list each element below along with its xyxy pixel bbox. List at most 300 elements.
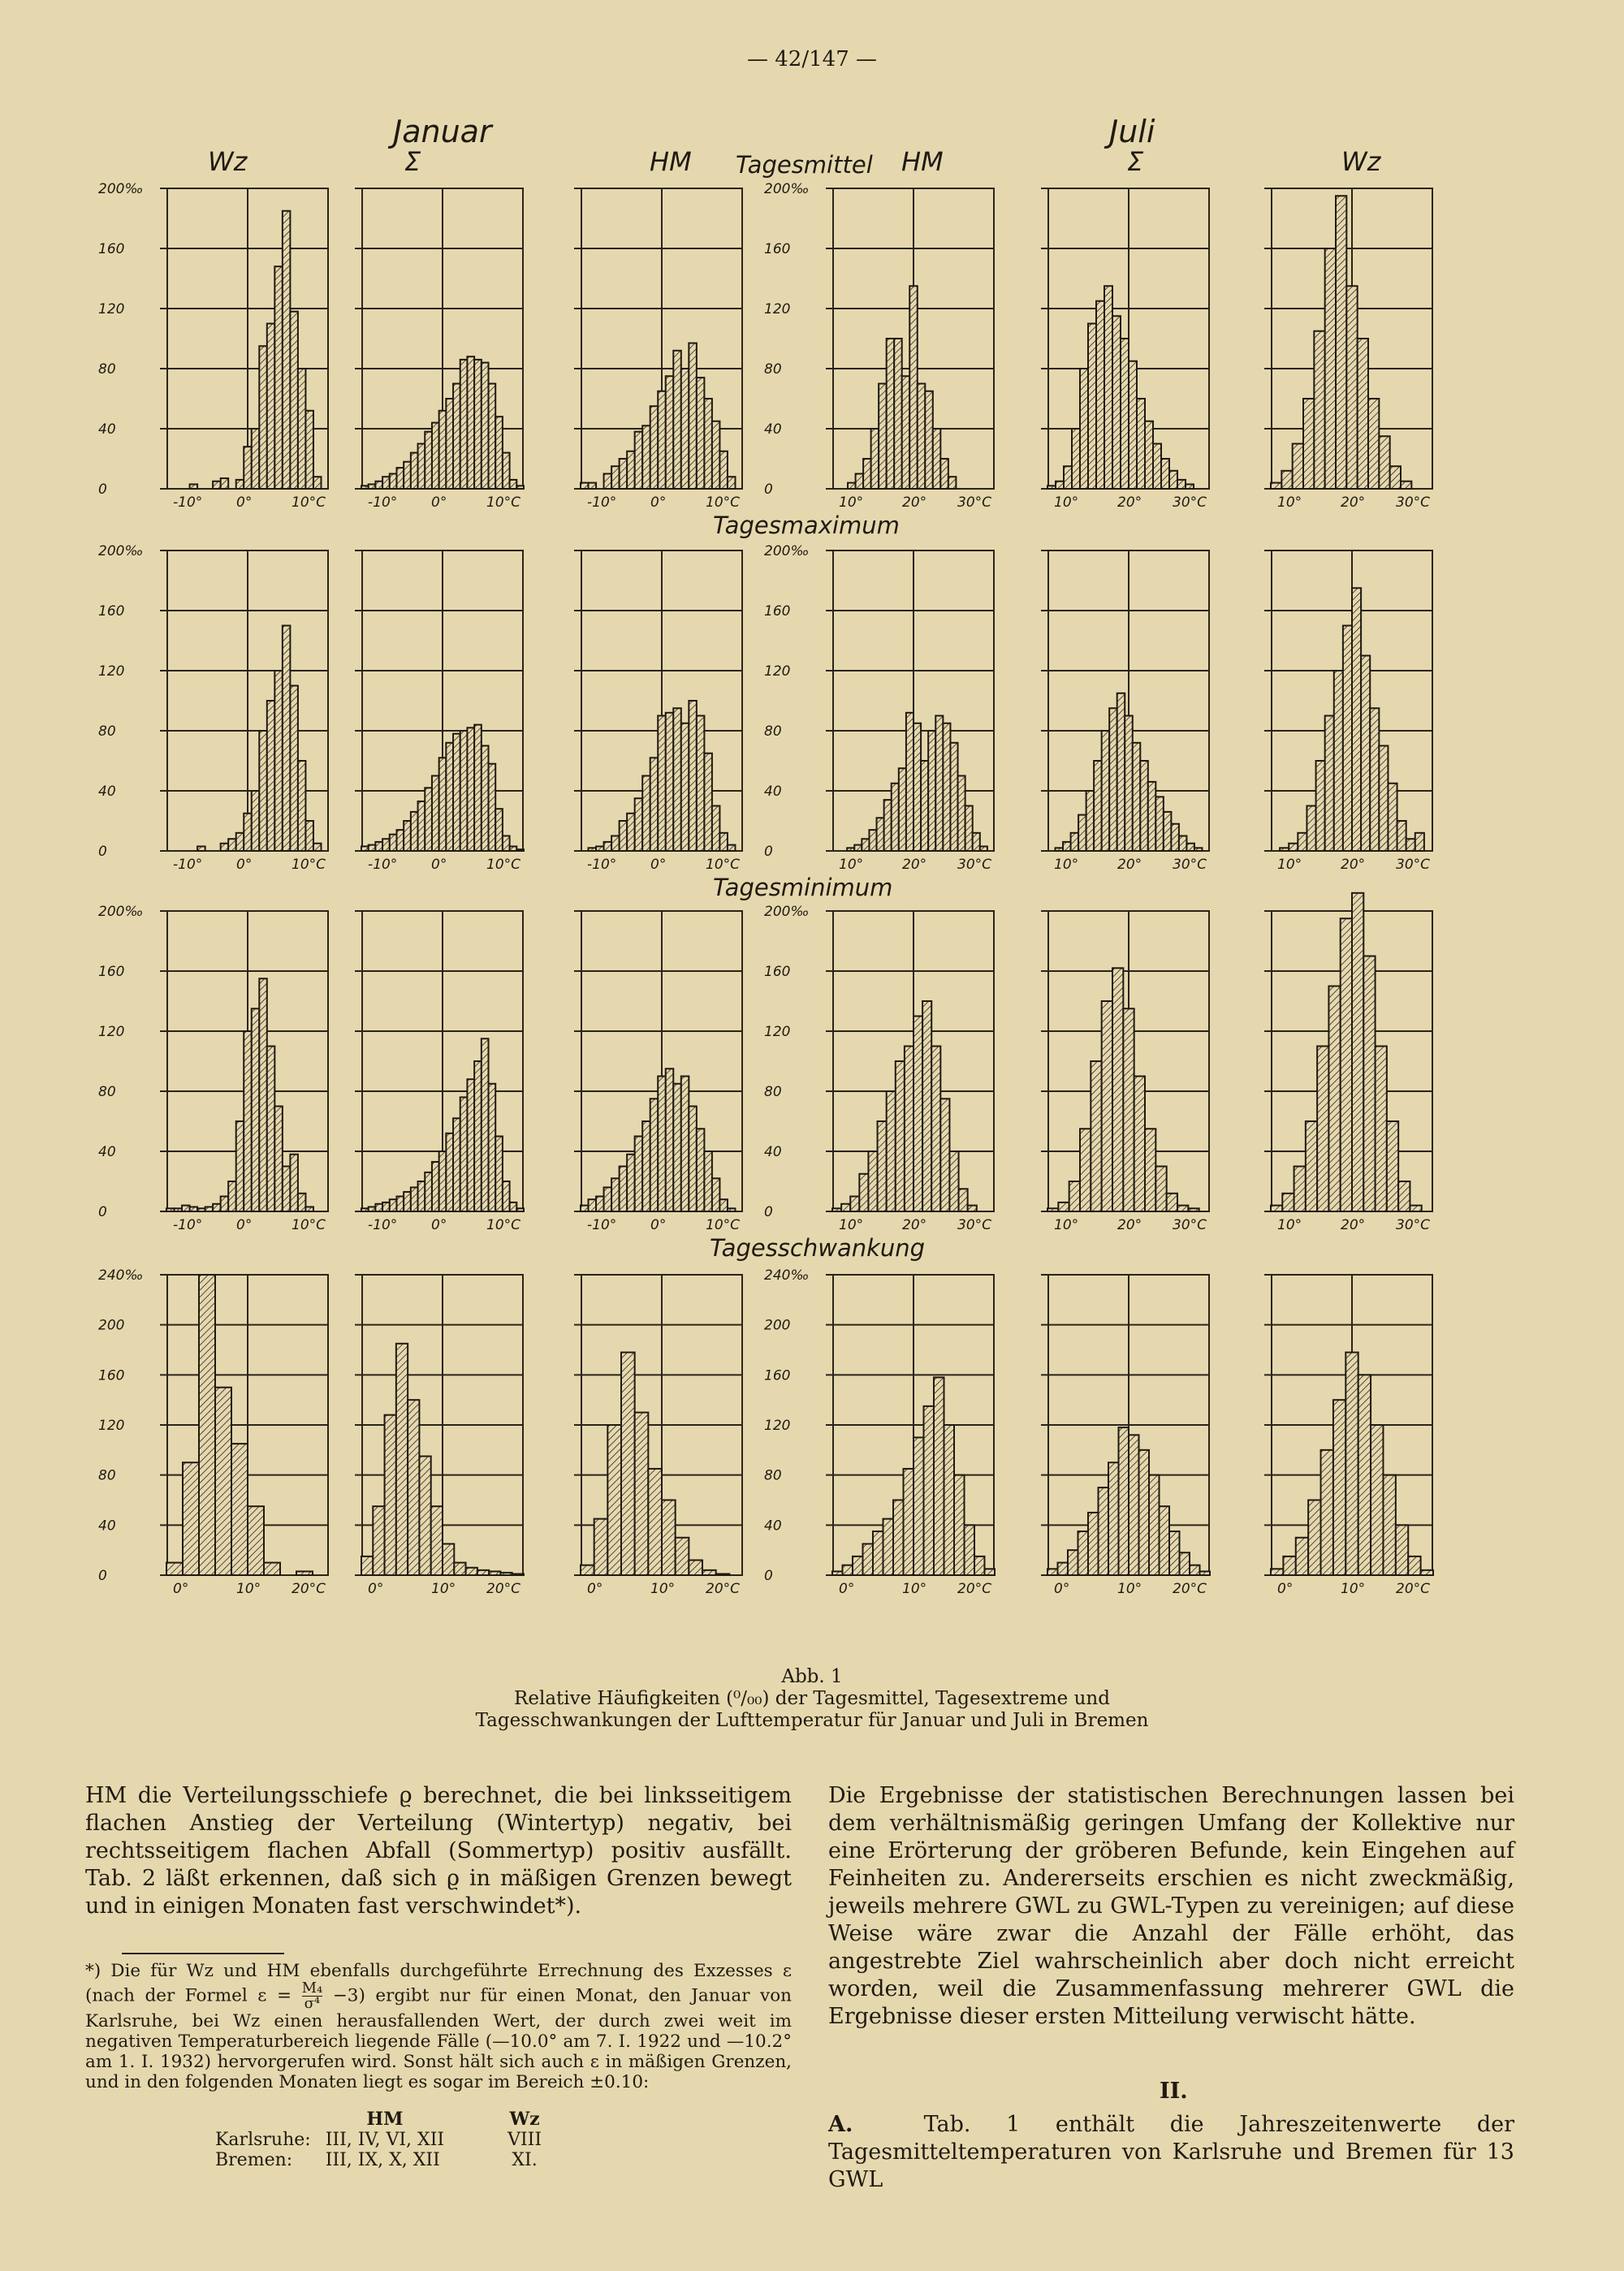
histogram-bar	[404, 821, 411, 851]
histogram-bar	[474, 1061, 482, 1211]
histogram-bar	[712, 421, 720, 489]
footnote-table-cell: Bremen:	[215, 2150, 293, 2170]
histogram-bar	[1358, 1375, 1371, 1575]
histogram-bar	[859, 1174, 868, 1211]
histogram-bar	[489, 1571, 500, 1575]
histogram-svg	[764, 904, 995, 1239]
histogram-bar	[453, 1118, 460, 1211]
histogram-bar	[390, 474, 397, 490]
histogram-bar	[252, 429, 260, 489]
histogram-bar	[510, 480, 517, 489]
x-tick-label: 10°	[1054, 1217, 1079, 1233]
histogram-bar	[482, 746, 489, 852]
histogram-bar	[589, 848, 597, 851]
histogram-bar	[604, 1187, 612, 1211]
histogram-bar	[1294, 1167, 1306, 1212]
histogram-bar	[1397, 821, 1406, 851]
histogram-bar	[503, 836, 510, 852]
histogram-bar	[489, 764, 496, 851]
x-tick-label: 0°	[368, 1581, 384, 1597]
x-tick-label: 10°C	[486, 494, 521, 511]
y-tick-label: 200	[764, 1317, 791, 1334]
histogram-bar	[453, 384, 460, 490]
histogram-bar	[921, 761, 928, 851]
histogram-bar	[1056, 848, 1064, 851]
histogram-panel	[581, 188, 743, 520]
histogram-bar	[369, 484, 376, 489]
y-tick-label: 120	[764, 1418, 791, 1434]
histogram-bar	[1410, 1206, 1421, 1211]
histogram-bar	[650, 758, 659, 851]
x-tick-label: 20°	[1341, 1217, 1366, 1233]
footnote-table-cell: Karlsruhe:	[215, 2130, 311, 2150]
histogram-bar	[581, 1565, 594, 1575]
y-tick-label: 120	[764, 301, 791, 317]
histogram-bar	[1308, 1500, 1320, 1576]
histogram-bar	[1307, 806, 1315, 852]
y-tick-label: 0	[98, 481, 107, 498]
histogram-bar	[439, 758, 447, 851]
histogram-bar	[495, 809, 503, 851]
histogram-bar	[1379, 436, 1389, 489]
histogram-bar	[1334, 671, 1343, 851]
histogram-bar	[474, 725, 482, 851]
histogram-bar	[1155, 797, 1164, 851]
histogram-bar	[1148, 782, 1156, 851]
histogram-bar	[689, 1107, 697, 1212]
histogram-bar	[183, 1462, 199, 1575]
histogram-svg	[361, 911, 524, 1239]
histogram-bar	[1281, 471, 1292, 489]
footnote-lead: *) Die für Wz und HM ebenfalls durchgeführte Errechnung des Exzesses ε (nach der Formel ε =	[85, 1961, 792, 2006]
x-tick-label: 10°C	[292, 1217, 326, 1233]
histogram-bar	[361, 1556, 373, 1575]
x-tick-label: 20°C	[1173, 1581, 1207, 1597]
y-tick-label: 200‰	[98, 543, 144, 559]
x-tick-label: 30°C	[1173, 494, 1207, 511]
histogram-bar	[1149, 1475, 1160, 1575]
column-header-january-hm: HM	[650, 146, 692, 177]
histogram-bar	[1129, 361, 1137, 489]
histogram-panel	[1271, 188, 1433, 520]
histogram-bar	[404, 462, 411, 489]
y-tick-label: 200	[98, 1317, 125, 1334]
histogram-bar	[259, 978, 267, 1211]
histogram-bar	[611, 1178, 620, 1211]
y-tick-label: 200‰	[98, 904, 144, 920]
footnote-table-header	[215, 2109, 326, 2130]
histogram-bar	[503, 453, 510, 489]
y-tick-label: 40	[98, 1144, 116, 1160]
histogram-bar	[905, 1047, 914, 1212]
histogram-bar	[1345, 1353, 1358, 1575]
histogram-svg	[1047, 550, 1210, 879]
x-tick-label: -10°	[173, 494, 203, 511]
histogram-bar	[283, 1167, 291, 1212]
histogram-bar	[899, 768, 906, 851]
histogram-svg	[361, 550, 524, 879]
footnote-rule	[122, 1953, 284, 1954]
histogram-bar	[879, 384, 887, 490]
row-label-tagesmittel: Tagesmittel	[736, 151, 873, 179]
x-tick-label: 10°	[1054, 494, 1079, 511]
histogram-bar	[1352, 893, 1363, 1211]
histogram-bar	[1109, 708, 1117, 851]
y-tick-label: 240‰	[98, 1267, 144, 1284]
histogram-bar	[431, 1506, 443, 1575]
histogram-bar	[689, 701, 697, 851]
histogram-panel	[581, 1275, 743, 1606]
histogram-bar	[848, 483, 856, 489]
x-tick-label: 20°C	[292, 1581, 326, 1597]
x-tick-label: 10°C	[706, 857, 741, 873]
histogram-bar	[896, 1061, 905, 1211]
y-tick-label: 240‰	[764, 1267, 810, 1284]
histogram-svg	[98, 181, 329, 516]
histogram-bar	[924, 1406, 935, 1575]
histogram-panel	[361, 188, 524, 520]
histogram-panel	[1271, 550, 1433, 882]
histogram-bar	[666, 713, 674, 851]
histogram-bar	[893, 1500, 904, 1576]
y-tick-label: 120	[98, 1024, 125, 1040]
histogram-bar	[228, 1181, 236, 1211]
histogram-bar	[1155, 1167, 1166, 1212]
histogram-svg	[764, 1267, 995, 1603]
histogram-bar	[1080, 1129, 1091, 1211]
histogram-bar	[1140, 761, 1148, 851]
histogram-svg	[1271, 1275, 1433, 1603]
histogram-bar	[607, 1425, 621, 1575]
x-tick-label: 0°	[431, 857, 447, 873]
histogram-bar	[213, 1204, 221, 1211]
histogram-bar	[589, 483, 597, 489]
footnote-table-header: Wz	[509, 2109, 540, 2130]
histogram-bar	[854, 845, 862, 851]
x-tick-label: 10°	[1054, 857, 1079, 873]
histogram-bar	[396, 1197, 404, 1212]
histogram-bar	[197, 846, 205, 851]
histogram-bar	[904, 1469, 914, 1575]
histogram-svg	[361, 1275, 524, 1603]
x-tick-label: 10°	[1277, 494, 1302, 511]
x-tick-label: 0°	[236, 494, 253, 511]
y-tick-label: 80	[764, 361, 782, 378]
histogram-bar	[477, 1570, 489, 1575]
histogram-bar	[712, 806, 720, 852]
y-tick-label: 200‰	[764, 904, 810, 920]
histogram-bar	[283, 626, 291, 852]
left-column-text: HM die Verteilungsschiefe ϱ berechnet, die bei linksseitigem flachen Anstieg der Verteilung (Wintertyp) negativ, bei rechtsseitigem flachen Abfall (Sommertyp) positiv ausfällt. Tab. 2 läßt erkennen, daß sich ϱ in mäßigen Grenzen bewegt und in einigen Monaten fast verschwindet*).	[85, 1783, 792, 1919]
histogram-bar	[396, 468, 404, 489]
footnote-table-header: HM	[366, 2109, 404, 2130]
histogram-bar	[704, 753, 712, 851]
histogram-svg	[1047, 1275, 1210, 1603]
histogram-bar	[1145, 421, 1153, 489]
group-label-july: Juli	[1109, 114, 1155, 149]
y-tick-label: 160	[764, 1367, 791, 1384]
histogram-bar	[231, 1444, 248, 1575]
histogram-bar	[236, 833, 244, 851]
histogram-bar	[676, 1538, 689, 1575]
histogram-bar	[862, 839, 869, 851]
histogram-bar	[1058, 1563, 1069, 1575]
figure-caption	[455, 1666, 1169, 1732]
histogram-bar	[1379, 746, 1388, 852]
histogram-bar	[877, 818, 884, 851]
x-tick-label: 0°	[1277, 1581, 1294, 1597]
formula-fraction	[302, 1981, 323, 2011]
histogram-bar	[396, 1344, 408, 1575]
x-tick-label: 20°	[902, 857, 927, 873]
y-tick-label: 160	[764, 964, 791, 980]
x-tick-label: 10°	[839, 857, 864, 873]
histogram-bar	[1298, 833, 1307, 851]
x-tick-label: 10°C	[292, 494, 326, 511]
histogram-bar	[1153, 444, 1161, 490]
histogram-bar	[1396, 1525, 1408, 1575]
histogram-bar	[503, 1181, 510, 1211]
x-tick-label: -10°	[368, 494, 398, 511]
section-lead: A.	[828, 2112, 853, 2137]
x-tick-label: 0°	[236, 857, 253, 873]
histogram-bar	[965, 806, 973, 852]
y-tick-label: 40	[764, 1144, 782, 1160]
histogram-bar	[635, 1413, 649, 1575]
histogram-bar	[432, 423, 439, 489]
histogram-bar	[228, 839, 236, 851]
histogram-bar	[934, 1377, 944, 1575]
y-tick-label: 80	[764, 1084, 782, 1100]
histogram-bar	[1069, 1181, 1080, 1211]
histogram-bar	[1283, 1556, 1295, 1575]
histogram-bar	[719, 1199, 728, 1211]
histogram-bar	[313, 844, 322, 851]
x-tick-label: 10°	[431, 1581, 456, 1597]
histogram-bar	[1271, 1206, 1282, 1211]
row-label-tagesmaximum: Tagesmaximum	[713, 512, 900, 539]
histogram-bar	[466, 1568, 477, 1575]
histogram-bar	[1317, 1047, 1328, 1212]
histogram-panel	[764, 181, 995, 520]
histogram-svg	[764, 543, 995, 879]
histogram-bar	[1325, 248, 1336, 489]
histogram-bar	[642, 1121, 650, 1211]
x-tick-label: 30°C	[1173, 857, 1207, 873]
histogram-bar	[369, 845, 376, 851]
histogram-bar	[1169, 471, 1177, 489]
histogram-bar	[199, 1275, 215, 1575]
histogram-bar	[1179, 836, 1187, 852]
histogram-bar	[950, 743, 957, 851]
histogram-bar	[369, 1207, 376, 1211]
histogram-bar	[460, 1097, 468, 1211]
histogram-bar	[841, 1204, 850, 1211]
histogram-bar	[853, 1556, 863, 1575]
histogram-bar	[213, 481, 221, 489]
histogram-bar	[305, 411, 313, 489]
histogram-bar	[248, 1506, 264, 1575]
histogram-bar	[1117, 693, 1125, 851]
histogram-panel	[1271, 911, 1433, 1242]
histogram-svg	[361, 188, 524, 516]
histogram-bar	[467, 1079, 474, 1211]
x-tick-label: 10°C	[486, 857, 521, 873]
y-tick-label: 80	[764, 723, 782, 740]
histogram-bar	[396, 830, 404, 851]
column-header-january-wz: Wz	[208, 146, 248, 177]
histogram-bar	[166, 1208, 175, 1211]
histogram-bar	[1328, 987, 1340, 1212]
histogram-bar	[1139, 1450, 1150, 1575]
histogram-bar	[1194, 848, 1203, 851]
histogram-bar	[673, 351, 681, 489]
histogram-bar	[1108, 1462, 1119, 1575]
histogram-bar	[1370, 708, 1379, 851]
footnote-table-cell: XI.	[512, 2150, 538, 2170]
x-tick-label: -10°	[587, 494, 617, 511]
histogram-bar	[847, 848, 854, 851]
histogram-bar	[1306, 1121, 1317, 1211]
histogram-bar	[1133, 743, 1141, 851]
histogram-bar	[906, 713, 914, 851]
histogram-bar	[382, 477, 390, 489]
histogram-bar	[274, 1107, 283, 1212]
histogram-bar	[283, 211, 291, 489]
x-tick-label: 10°	[902, 1581, 927, 1597]
histogram-bar	[940, 459, 948, 489]
x-tick-label: 0°	[1054, 1581, 1070, 1597]
y-tick-label: 120	[764, 1024, 791, 1040]
y-tick-label: 0	[98, 1204, 107, 1220]
y-tick-label: 160	[764, 241, 791, 257]
x-tick-label: 10°	[839, 1217, 864, 1233]
x-tick-label: 20°	[1341, 857, 1366, 873]
x-tick-label: -10°	[368, 1217, 398, 1233]
histogram-bar	[604, 474, 612, 490]
row-label-tagesschwankung: Tagesschwankung	[710, 1234, 926, 1262]
histogram-bar	[453, 734, 460, 851]
y-tick-label: 0	[98, 844, 107, 860]
x-tick-label: 10°	[1341, 1581, 1366, 1597]
x-tick-label: 30°C	[957, 1217, 992, 1233]
histogram-bar	[1289, 844, 1298, 851]
x-tick-label: 0°	[650, 857, 667, 873]
histogram-bar	[650, 1099, 659, 1211]
histogram-bar	[902, 376, 910, 489]
histogram-bar	[516, 486, 524, 489]
histogram-bar	[1352, 588, 1361, 851]
section-heading: II.	[1160, 2079, 1188, 2104]
histogram-bar	[1190, 1565, 1200, 1575]
x-tick-label: 0°	[650, 1217, 667, 1233]
histogram-bar	[1129, 1435, 1139, 1575]
column-header-july-sigma: Σ	[1127, 146, 1144, 177]
histogram-bar	[620, 1167, 628, 1212]
x-tick-label: 20°	[902, 494, 927, 511]
histogram-bar	[1047, 486, 1056, 489]
histogram-bar	[1125, 716, 1133, 852]
histogram-bar	[267, 701, 275, 851]
y-tick-label: 40	[98, 1518, 116, 1535]
histogram-bar	[1104, 286, 1112, 489]
histogram-bar	[909, 286, 918, 489]
row-label-tagesminimum: Tagesminimum	[713, 874, 893, 901]
histogram-bar	[589, 1199, 597, 1211]
histogram-bar	[1398, 1181, 1410, 1211]
histogram-bar	[681, 723, 689, 851]
histogram-bar	[928, 731, 935, 851]
histogram-bar	[267, 324, 275, 490]
histogram-bar	[832, 1571, 843, 1575]
y-tick-label: 160	[98, 1367, 125, 1384]
histogram-bar	[467, 356, 474, 489]
histogram-bar	[190, 484, 198, 489]
histogram-bar	[887, 1091, 896, 1211]
histogram-bar	[1387, 1121, 1398, 1211]
histogram-bar	[666, 376, 674, 489]
histogram-bar	[581, 1206, 589, 1211]
histogram-bar	[1134, 1077, 1145, 1212]
x-tick-label: 20°	[1117, 857, 1142, 873]
footnote-table-cell: III, IV, VI, XII	[325, 2130, 445, 2150]
histogram-bar	[627, 451, 635, 489]
histogram-panel	[1047, 1275, 1210, 1606]
histogram-bar	[704, 399, 712, 489]
histogram-bar	[516, 1208, 524, 1211]
histogram-bar	[1280, 848, 1289, 851]
histogram-bar	[1145, 1129, 1155, 1211]
histogram-bar	[596, 1197, 604, 1212]
histogram-bar	[914, 1437, 924, 1575]
histogram-bar	[925, 391, 933, 489]
histogram-bar	[373, 1506, 384, 1575]
x-tick-label: 10°	[236, 1581, 261, 1597]
histogram-panel	[361, 1275, 524, 1606]
histogram-bar	[385, 1415, 396, 1575]
histogram-bar	[1406, 839, 1415, 851]
x-tick-label: -10°	[368, 857, 398, 873]
histogram-svg	[1271, 911, 1433, 1239]
histogram-bar	[1047, 1208, 1058, 1211]
histogram-bar	[1078, 1531, 1089, 1575]
y-tick-label: 80	[98, 1467, 116, 1484]
footnote	[85, 1961, 792, 2092]
histogram-bar	[868, 1151, 877, 1211]
histogram-bar	[689, 343, 697, 489]
histogram-bar	[425, 432, 432, 489]
histogram-bar	[432, 1162, 439, 1211]
histogram-bar	[1160, 1506, 1170, 1575]
histogram-bar	[883, 1519, 894, 1575]
histogram-bar	[197, 1208, 205, 1211]
x-tick-label: 20°C	[1396, 1581, 1431, 1597]
y-tick-label: 120	[764, 663, 791, 680]
histogram-bar	[1361, 656, 1370, 852]
histogram-bar	[390, 1199, 397, 1211]
histogram-bar	[500, 1573, 512, 1575]
x-tick-label: 0°	[431, 494, 447, 511]
histogram-bar	[594, 1519, 608, 1575]
histogram-bar	[382, 839, 390, 851]
histogram-panel	[98, 543, 329, 882]
histogram-bar	[1112, 316, 1121, 489]
histogram-bar	[1415, 833, 1424, 851]
histogram-bar	[621, 1353, 635, 1575]
histogram-bar	[1186, 844, 1194, 851]
histogram-bar	[620, 459, 628, 489]
histogram-bar	[884, 800, 892, 851]
